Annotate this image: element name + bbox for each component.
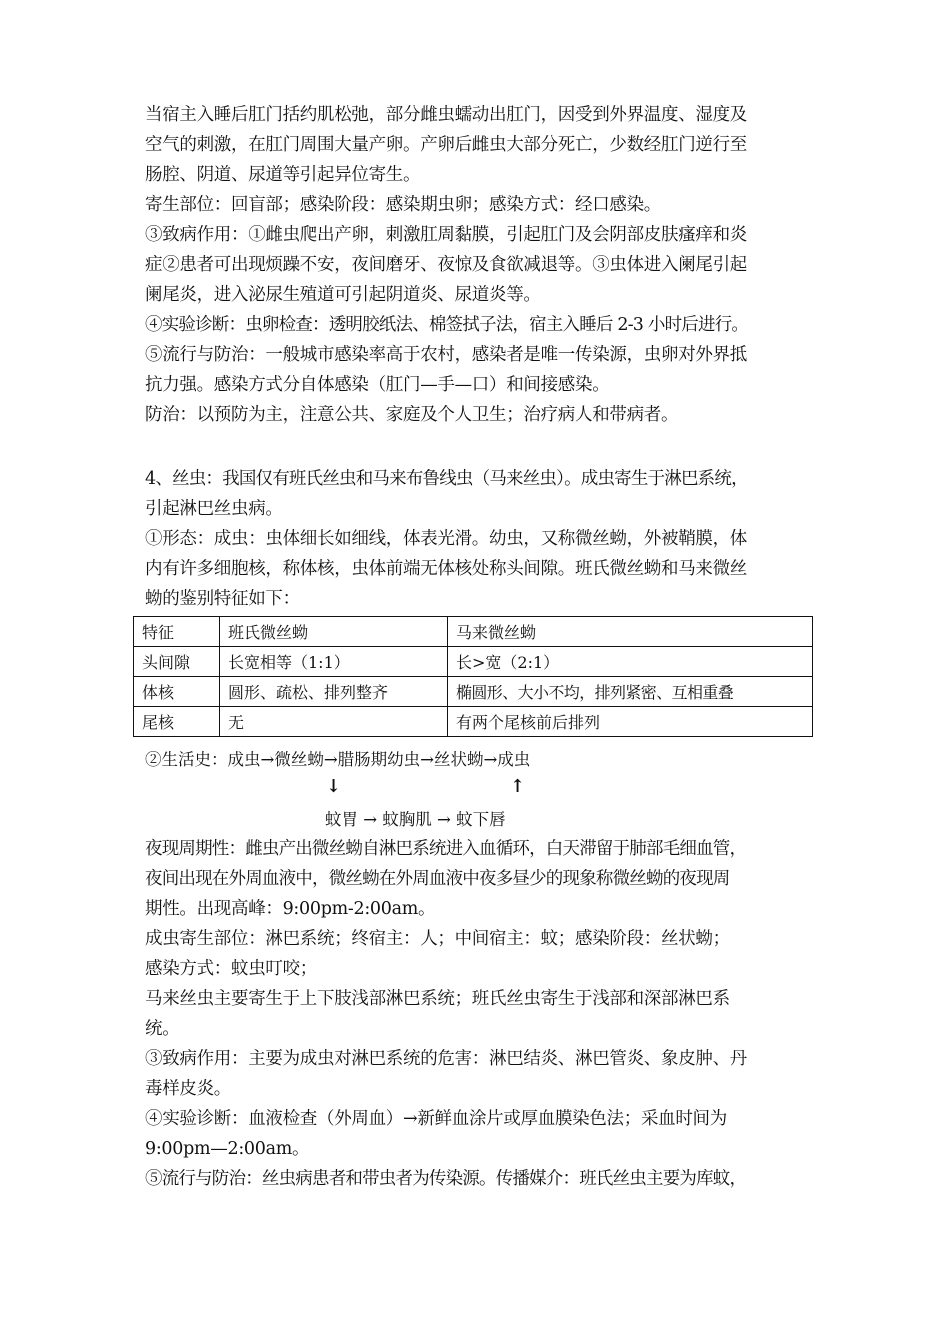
table-cell: 圆形、疏松、排列整齐 <box>220 677 448 707</box>
paragraph-line: ①形态：成虫：虫体细长如细线，体表光滑。幼虫，又称微丝蚴，外被鞘膜，体 <box>145 529 747 549</box>
table-cell: 椭圆形、大小不均，排列紧密、互相重叠 <box>448 677 813 707</box>
filaria-details-section <box>145 834 815 1194</box>
table-cell: 长宽相等（1:1） <box>220 647 448 677</box>
paragraph-line: ④实验诊断：虫卵检查：透明胶纸法、棉签拭子法，宿主入睡后 2-3 小时后进行。 <box>145 315 749 335</box>
paragraph-line: 蚴的鉴别特征如下： <box>145 589 300 609</box>
paragraph-line: 抗力强。感染方式分自体感染（肛门—手—口）和间接感染。 <box>145 375 610 395</box>
table-cell: 尾核 <box>134 707 220 737</box>
table-header-cell: 马来微丝蚴 <box>448 617 813 647</box>
microfilaria-comparison-table <box>133 616 813 737</box>
table-cell: 长>宽（2:1） <box>448 647 813 677</box>
paragraph-line: 毒样皮炎。 <box>145 1079 231 1099</box>
paragraph-line: ⑤流行与防治：丝虫病患者和带虫者为传染源。传播媒介：班氏丝虫主要为库蚊， <box>145 1169 747 1189</box>
paragraph-line: 统。 <box>145 1019 180 1039</box>
filaria-section <box>145 464 815 614</box>
paragraph-line: 防治：以预防为主，注意公共、家庭及个人卫生；治疗病人和带病者。 <box>145 405 679 425</box>
table-cell: 有两个尾核前后排列 <box>448 707 813 737</box>
table-row <box>134 707 813 737</box>
paragraph-line: 引起淋巴丝虫病。 <box>145 499 283 519</box>
table-cell: 头间隙 <box>134 647 220 677</box>
up-arrow-icon: ↑ <box>510 776 526 797</box>
paragraph-line: 阑尾炎，进入泌尿生殖道可引起阴道炎、尿道炎等。 <box>145 285 541 305</box>
down-arrow-icon: ↓ <box>326 776 342 797</box>
pinworm-section <box>145 100 815 430</box>
table-header-cell: 班氏微丝蚴 <box>220 617 448 647</box>
section-heading-line: 4、丝虫：我国仅有班氏丝虫和马来布鲁线虫（马来丝虫）。成虫寄生于淋巴系统， <box>145 469 748 489</box>
paragraph-line: 夜间出现在外周血液中，微丝蚴在外周血液中夜多昼少的现象称微丝蚴的夜现周 <box>145 869 730 889</box>
paragraph-line: 感染方式：蚊虫叮咬； <box>145 959 317 979</box>
paragraph-line: 当宿主入睡后肛门括约肌松弛，部分雌虫蠕动出肛门，因受到外界温度、湿度及 <box>145 105 747 125</box>
paragraph-line: 期性。出现高峰：9:00pm-2:00am。 <box>145 899 436 919</box>
table-header-row <box>134 617 813 647</box>
table-cell: 体核 <box>134 677 220 707</box>
table-row <box>134 647 813 677</box>
paragraph-line: 成虫寄生部位：淋巴系统；终宿主：人；中间宿主：蚊；感染阶段：丝状蚴； <box>145 929 730 949</box>
table-row <box>134 677 813 707</box>
paragraph-line: 9:00pm—2:00am。 <box>145 1139 310 1159</box>
paragraph-line: 马来丝虫主要寄生于上下肢浅部淋巴系统；班氏丝虫寄生于浅部和深部淋巴系 <box>145 989 730 1009</box>
paragraph-line: 症②患者可出现烦躁不安，夜间磨牙、夜惊及食欲减退等。③虫体进入阑尾引起 <box>145 255 747 275</box>
table-cell: 无 <box>220 707 448 737</box>
paragraph-line: ③致病作用：主要为成虫对淋巴系统的危害：淋巴结炎、淋巴管炎、象皮肿、丹 <box>145 1049 747 1069</box>
paragraph-line: 寄生部位：回盲部；感染阶段：感染期虫卵；感染方式：经口感染。 <box>145 195 661 215</box>
paragraph-line: 肠腔、阴道、尿道等引起异位寄生。 <box>145 165 421 185</box>
paragraph-line: ⑤流行与防治：一般城市感染率高于农村，感染者是唯一传染源，虫卵对外界抵 <box>145 345 747 365</box>
paragraph-line: 内有许多细胞核，称体核，虫体前端无体核处称头间隙。班氏微丝蚴和马来微丝 <box>145 559 747 579</box>
paragraph-line: 空气的刺激，在肛门周围大量产卵。产卵后雌虫大部分死亡，少数经肛门逆行至 <box>145 135 747 155</box>
paragraph-line: ④实验诊断：血液检查（外周血）→新鲜血涂片或厚血膜染色法；采血时间为 <box>145 1109 727 1129</box>
paragraph-line: ③致病作用：①雌虫爬出产卵，刺激肛周黏膜，引起肛门及会阴部皮肤瘙痒和炎 <box>145 225 747 245</box>
mosquito-stage-line: 蚊胃 → 蚊胸肌 → 蚊下唇 <box>325 810 506 829</box>
life-history-line: ②生活史：成虫→微丝蚴→腊肠期幼虫→丝状蚴→成虫 <box>145 750 531 769</box>
table-header-cell: 特征 <box>134 617 220 647</box>
paragraph-line: 夜现周期性：雌虫产出微丝蚴自淋巴系统进入血循环，白天滞留于肺部毛细血管， <box>145 839 747 859</box>
